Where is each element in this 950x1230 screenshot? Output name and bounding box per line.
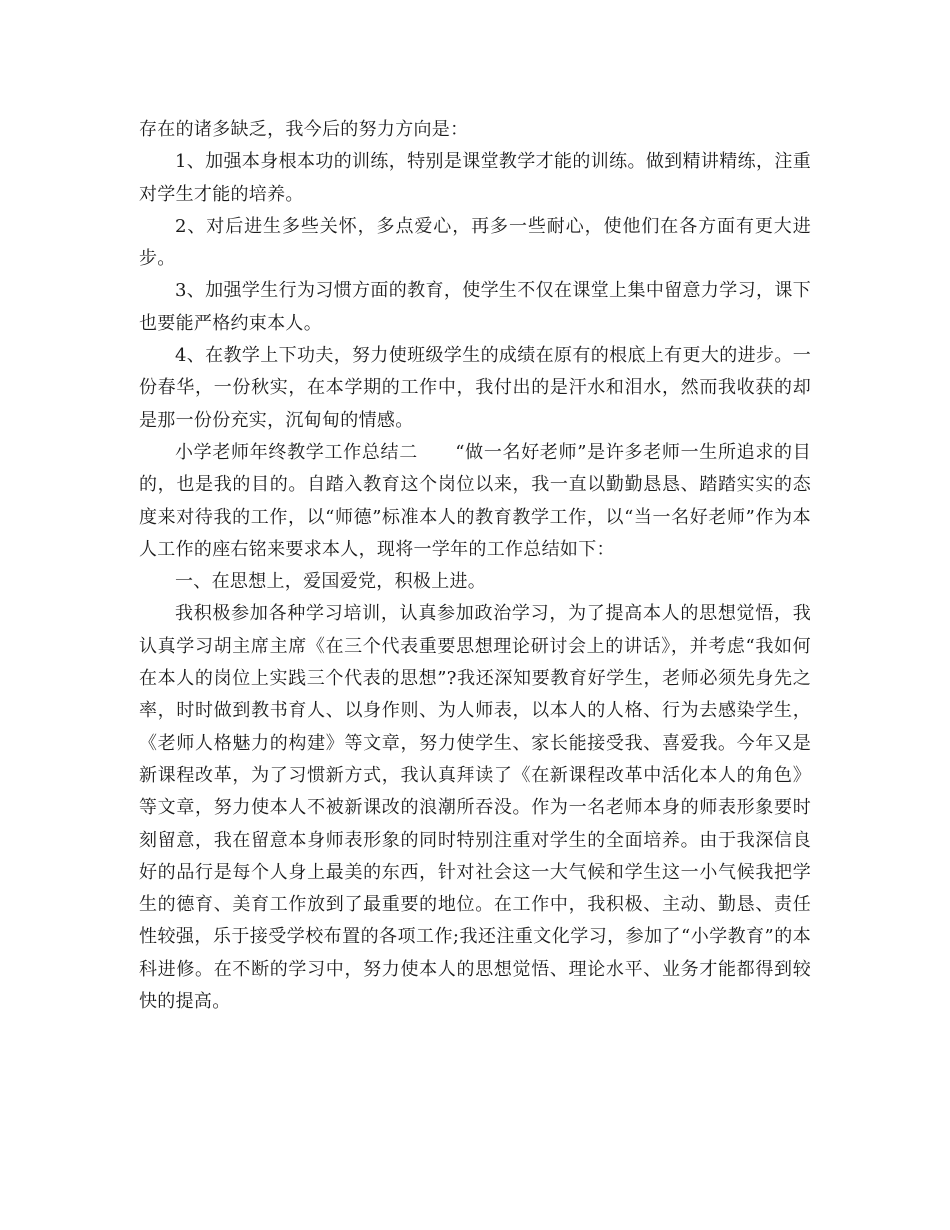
document-body — [139, 114, 811, 1018]
paragraph-heading-thought: 一、在思想上，爱国爱党，积极上进。 — [175, 571, 487, 593]
paragraph-section-two-intro: 小学老师年终教学工作总结二 “做一名好老师”是许多老师一生所追求的目的，也是我的目的。自踏入教育这个岗位以来，我一直以勤勤恳恳、踏踏实实的态度来对待我的工作，以“师德”标准本人的教育教学工作，以“当一名好老师”作为本人工作的座右铭来要求本人，现将一学年的工作总结如下： — [139, 441, 811, 560]
paragraph-item-3: 3、加强学生行为习惯方面的教育，使学生不仅在课堂上集中留意力学习，课下也要能严格约束本人。 — [139, 280, 811, 334]
paragraph-item-1: 1、加强本身根本功的训练，特别是课堂教学才能的训练。做到精讲精练，注重对学生才能的培养。 — [139, 151, 811, 205]
paragraph-thought-details: 我积极参加各种学习培训，认真参加政治学习，为了提高本人的思想觉悟，我认真学习胡主席主席《在三个代表重要思想理论研讨会上的讲话》，并考虑“我如何在本人的岗位上实践三个代表的思想”?我还深知要教育好学生，老师必须先身先之率，时时做到教书育人、以身作则、为人师表，以本人的人格、行为去感染学生，《老师人格魅力的构建》等文章，努力使学生、家长能接受我、喜爱我。今年又是新课程改革，为了习惯新方式，我认真拜读了《在新课程改革中活化本人的角色》等文章，努力使本人不被新课改的浪潮所吞没。作为一名老师本身的师表形象要时刻留意，我在留意本身师表形象的同时特别注重对学生的全面培养。由于我深信良好的品行是每个人身上最美的东西，针对社会这一大气候和学生这一小气候我把学生的德育、美育工作放到了最重要的地位。在工作中，我积极、主动、勤恳、责任性较强，乐于接受学校布置的各项工作;我还注重文化学习，参加了“小学教育”的本科进修。在不断的学习中，努力使本人的思想觉悟、理论水平、业务才能都得到较快的提高。 — [139, 603, 811, 1013]
paragraph-continuation: 存在的诸多缺乏，我今后的努力方向是： — [139, 119, 469, 140]
paragraph-item-4: 4、在教学上下功夫，努力使班级学生的成绩在原有的根底上有更大的进步。一份春华，一份秋实，在本学期的工作中，我付出的是汗水和泪水，然而我收获的却是那一份份充实，沉甸甸的情感。 — [139, 345, 811, 431]
paragraph-item-2: 2、对后进生多些关怀，多点爱心，再多一些耐心，使他们在各方面有更大进步。 — [139, 215, 811, 270]
